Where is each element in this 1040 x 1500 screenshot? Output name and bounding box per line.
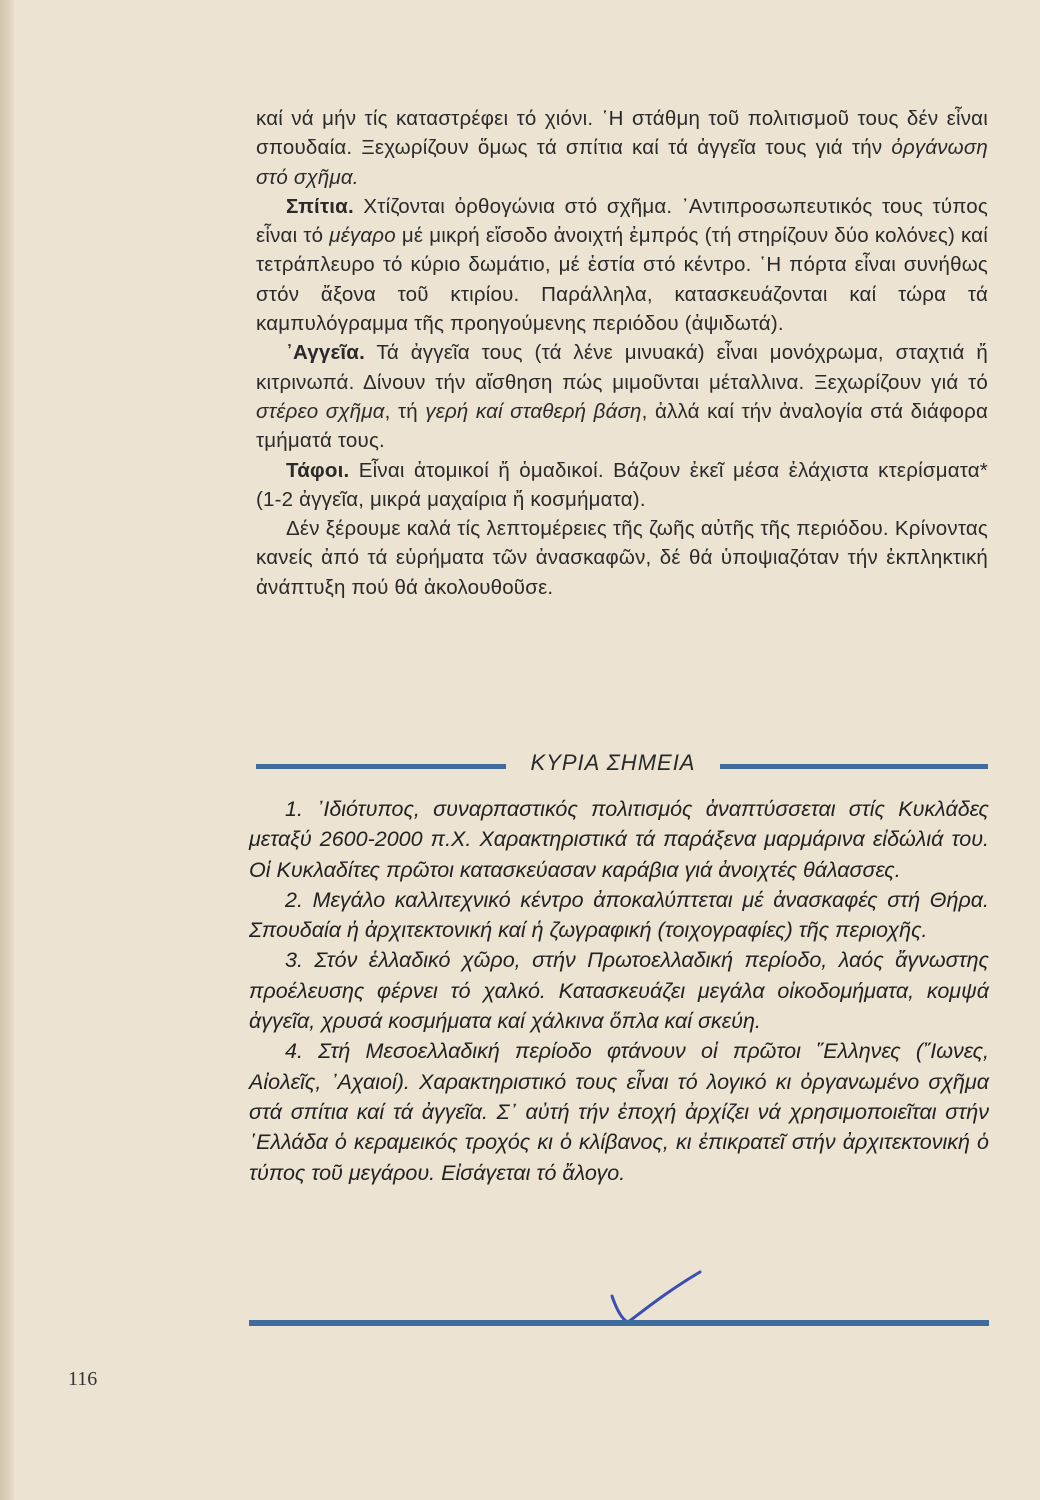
page-edge [0, 0, 14, 1500]
tombs-text: Εἶναι ἀτομικοί ἤ ὁμαδικοί. Βάζουν ἐκεῖ μέσα ἐλάχιστα κτερίσματα* (1-2 ἀγγεῖα, μικρά μαχαίρια ἤ κοσμήματα). [256, 458, 988, 511]
paragraph-intro [256, 104, 988, 192]
key-point-3: 3. Στόν ἑλλαδικό χῶρο, στήν Πρωτοελλαδική περίοδο, λαός ἄγνωστης προέλευσης φέρνει τό χαλκό. Κατασκευάζει μεγάλα οἰκοδομήματα, κομψά ἀγγεῖα, χρυσά κοσμήματα καί χάλκινα ὅπλα καί σκεύη. [249, 948, 989, 1034]
paragraph-closing: Δέν ξέρουμε καλά τίς λεπτομέρειες τῆς ζωῆς αὐτῆς τῆς περιόδου. Κρίνοντας κανείς ἀπό τά εὑρήματα τῶν ἀνασκαφῶν, δέ θά ὑποψιαζόταν τήν ἐκπληκτική ἀνάπτυξη πού θά ἀκολουθοῦσε. [256, 517, 988, 599]
key-points-title: ΚΥΡΙΑ ΣΗΜΕΙΑ [530, 750, 696, 775]
key-point-4: 4. Στή Μεσοελλαδική περίοδο φτάνουν οἱ πρῶτοι ῞Ελληνες (῎Ιωνες, Αἰολεῖς, ᾿Αχαιοί). Χαρακτηριστικό τους εἶναι τό λογικό κι ὀργανωμένο σχῆμα στά σπίτια καί τά ἀγγεῖα. Σ᾿ αὐτή τήν ἐποχή ἀρχίζει νά χρησιμοποιεῖται στήν ῾Ελλάδα ὁ κεραμεικός τροχός κι ὁ κλίβανος, κι ἐπικρατεῖ στήν ἀρχιτεκτονική ὁ τύπος τοῦ μεγάρου. Εἰσάγεται τό ἄλογο. [249, 1039, 989, 1185]
bottom-rule [249, 1320, 989, 1326]
intro-emphasis: ὀργάνωση στό σχῆμα. [256, 136, 988, 189]
header-rule-left [256, 764, 506, 769]
key-point-1: 1. ᾿Ιδιότυπος, συναρπαστικός πολιτισμός ἀναπτύσσεται στίς Κυκλάδες μεταξύ 2600-2000 π.Χ. Χαρακτηριστικά τά παράξενα μαρμάρινα εἰδώλιά του. Οἱ Κυκλαδίτες πρῶτοι κατασκεύασαν καράβια γιά ἀνοιχτές θάλασσες. [249, 797, 989, 882]
paragraph-houses [256, 192, 988, 338]
pen-checkmark-icon [606, 1268, 706, 1328]
tombs-heading: Τάφοι. [286, 458, 350, 482]
page-number: 116 [68, 1368, 98, 1390]
vessels-heading: ᾿Αγγεῖα. [286, 341, 365, 365]
vessels-text-b: , τή [384, 399, 426, 423]
intro-text: καί νά μήν τίς καταστρέφει τό χιόνι. ῾Η στάθμη τοῦ πολιτισμοῦ τους δέν εἶναι σπουδαία. Ξεχωρίζουν ὅμως τά σπίτια καί τά ἀγγεῖα τους γιά τήν [256, 107, 988, 160]
houses-emphasis: μέγαρο [329, 224, 396, 248]
key-points-list [249, 794, 989, 1188]
key-point-2: 2. Μεγάλο καλλιτεχνικό κέντρο ἀποκαλύπτεται μέ ἀνασκαφές στή Θήρα. Σπουδαία ἡ ἀρχιτεκτονική καί ἡ ζωγραφική (τοιχογραφίες) τῆς περιοχῆς. [249, 887, 989, 943]
vessels-emphasis-2: γερή καί σταθερή βάση [425, 399, 642, 423]
key-points-header [256, 752, 988, 778]
vessels-text-c: , ἀλλά καί τήν ἀναλογία στά διάφορα τμήματά τους. [256, 399, 988, 453]
vessels-text-a: Τά ἀγγεῖα τους (τά λένε μινυακά) εἶναι μονόχρωμα, σταχτιά ἤ κιτρινωπά. Δίνουν τήν αἴσθηση πώς μιμοῦνται μέταλλινα. Ξεχωρίζουν γιά τό [256, 341, 988, 394]
paragraph-vessels [256, 338, 988, 455]
paragraph-tombs [256, 456, 988, 515]
houses-text-b: μέ μικρή εἴσοδο ἀνοιχτή ἐμπρός (τή στηρίζουν δύο κολόνες) καί τετράπλευρο τό κύριο δωμάτιο, μέ ἑστία στό κέντρο. ῾Η πόρτα εἶναι συνήθως στόν ἄξονα τοῦ κτιρίου. Παράλληλα, κατασκευάζονται καί τώρα τά καμπυλόγραμμα τῆς προηγούμενης περιόδου (ἀψιδωτά). [256, 224, 988, 336]
houses-heading: Σπίτια. [286, 194, 354, 218]
houses-text-a: Χτίζονται ὀρθογώνια στό σχῆμα. ᾿Αντιπροσωπευτικός τους τύπος εἶναι τό [256, 194, 988, 248]
body-text [256, 104, 988, 602]
vessels-emphasis-1: στέρεο σχῆμα [256, 399, 385, 423]
header-rule-right [720, 764, 988, 769]
